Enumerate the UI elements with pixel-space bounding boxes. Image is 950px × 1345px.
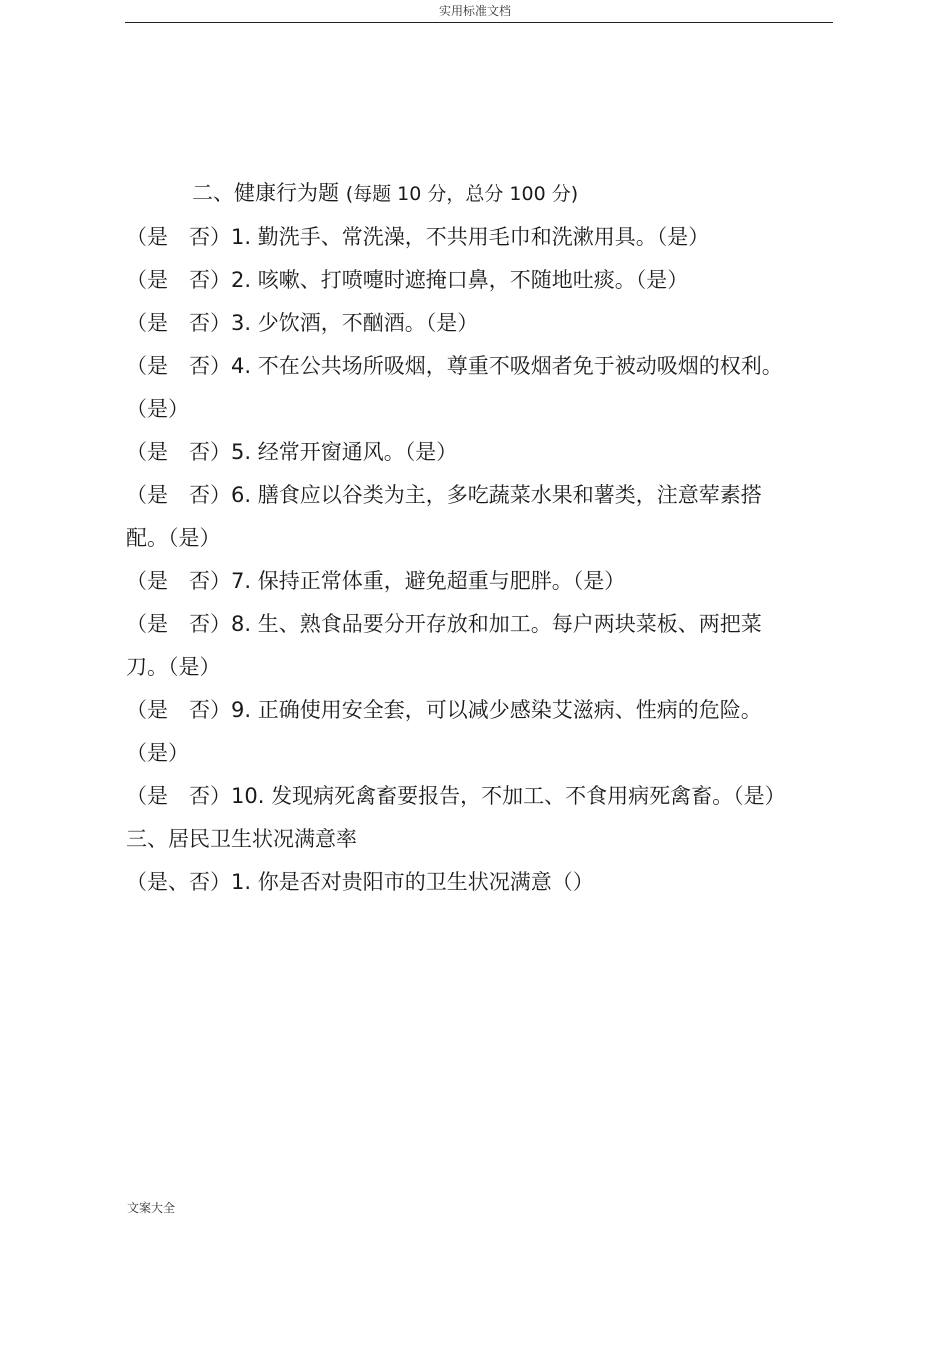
question-text: 6. 膳食应以谷类为主，多吃蔬菜水果和薯类，注意荤素搭配。（是） — [126, 483, 762, 550]
question-text: 2. 咳嗽、打喷嚏时遮掩口鼻，不随地吐痰。（是） — [231, 268, 689, 292]
question-4 — [126, 345, 786, 431]
section-3-title: 三、居民卫生状况满意率 — [126, 827, 357, 851]
answer-options: （是 否） — [126, 612, 231, 636]
question-text: 3. 少饮酒，不酗酒。（是） — [231, 311, 479, 335]
answer-options: （是 否） — [126, 225, 231, 249]
answer-options: （是、否） — [126, 870, 231, 894]
question-6 — [126, 474, 786, 560]
question-text: 1. 你是否对贵阳市的卫生状况满意（） — [231, 870, 594, 894]
section-2-heading — [126, 172, 786, 216]
question-10 — [126, 775, 786, 818]
page-footer: 文案大全 — [127, 1201, 176, 1215]
question-9 — [126, 689, 786, 775]
section-3-question-1 — [126, 861, 786, 904]
answer-options: （是 否） — [126, 784, 231, 808]
page-header: 实用标准文档 — [438, 4, 511, 18]
document-body — [126, 172, 786, 904]
answer-options: （是 否） — [126, 698, 231, 722]
question-8 — [126, 603, 786, 689]
answer-options: （是 否） — [126, 311, 231, 335]
answer-options: （是 否） — [126, 354, 231, 378]
answer-options: （是 否） — [126, 569, 231, 593]
question-text: 1. 勤洗手、常洗澡，不共用毛巾和洗漱用具。（是） — [231, 225, 710, 249]
question-2 — [126, 259, 786, 302]
answer-options: （是 否） — [126, 483, 231, 507]
question-5 — [126, 431, 786, 474]
answer-options: （是 否） — [126, 268, 231, 292]
section-2-scoring-note: (每题 10 分，总分 100 分) — [345, 183, 579, 205]
answer-options: （是 否） — [126, 440, 231, 464]
question-text: 9. 正确使用安全套，可以减少感染艾滋病、性病的危险。（是） — [126, 698, 762, 765]
question-3 — [126, 302, 786, 345]
question-text: 4. 不在公共场所吸烟，尊重不吸烟者免于被动吸烟的权利。（是） — [126, 354, 783, 421]
section-2-title: 二、健康行为题 — [192, 181, 339, 205]
question-7 — [126, 560, 786, 603]
question-text: 8. 生、熟食品要分开存放和加工。每户两块菜板、两把菜刀。（是） — [126, 612, 762, 679]
question-text: 5. 经常开窗通风。（是） — [231, 440, 458, 464]
question-text: 7. 保持正常体重，避免超重与肥胖。（是） — [231, 569, 626, 593]
question-1 — [126, 216, 786, 259]
question-text: 10. 发现病死禽畜要报告，不加工、不食用病死禽畜。（是） — [231, 784, 786, 808]
header-divider — [125, 22, 833, 23]
